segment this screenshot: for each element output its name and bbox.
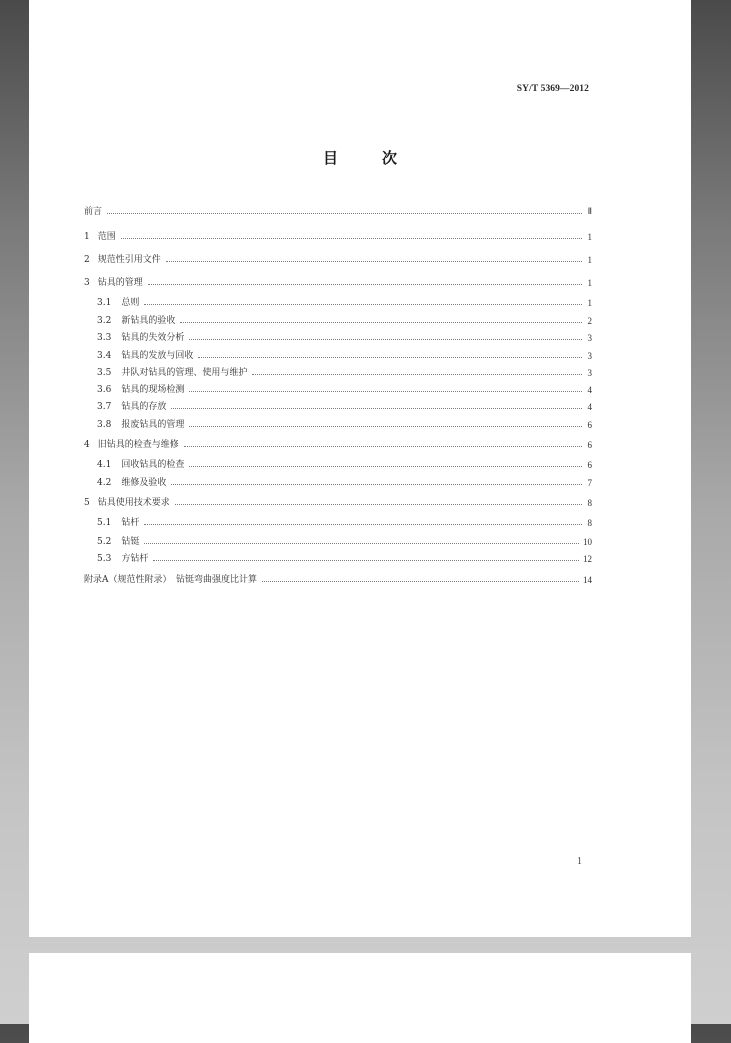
toc-entry	[84, 569, 592, 585]
toc-leader-dots	[189, 466, 582, 467]
toc-entry	[97, 548, 592, 564]
toc-leader-dots	[144, 524, 582, 525]
toc-entry-page: 6	[587, 460, 592, 470]
toc-entry-page: 7	[587, 478, 592, 488]
toc-entry-label: 规范性引用文件	[97, 255, 161, 265]
toc-leader-dots	[175, 504, 582, 505]
toc-leader-dots	[153, 560, 579, 561]
toc-entry-number: 4.1	[97, 460, 112, 470]
toc-entry-page: 6	[587, 420, 592, 430]
toc-leader-dots	[189, 391, 582, 392]
toc-entry	[97, 454, 592, 470]
toc-entry-number: 5	[84, 498, 90, 508]
toc-entry	[84, 249, 592, 265]
toc-entry-label: 钻具的发放与回收	[121, 351, 194, 361]
page-title	[29, 147, 691, 168]
toc-entry-number: 2	[84, 255, 90, 265]
toc-leader-dots	[189, 339, 582, 340]
toc-entry-number: 3	[84, 278, 90, 288]
toc-entry-number: 4	[84, 440, 90, 450]
toc-leader-dots	[171, 408, 582, 409]
toc-entry	[97, 310, 592, 326]
toc-entry-number: 4.2	[97, 478, 112, 488]
toc-entry-page: 4	[587, 385, 592, 395]
toc-entry-label: 报废钻具的管理	[121, 420, 185, 430]
toc-entry-label: 附录A（规范性附录） 钻铤弯曲强度比计算	[84, 575, 258, 585]
toc-leader-dots	[171, 484, 582, 485]
title-char-1: 目	[322, 149, 338, 167]
toc-entry-page: 1	[587, 298, 592, 308]
toc-entry-label: 维修及验收	[121, 478, 167, 488]
toc-entry-label: 钻具使用技术要求	[97, 498, 170, 508]
toc-entry-page: 10	[583, 537, 592, 547]
title-char-2: 次	[382, 149, 398, 167]
toc-entry	[84, 492, 592, 508]
toc-entry-number: 3.8	[97, 420, 112, 430]
toc-entry-label: 井队对钻具的管理、使用与维护	[121, 368, 248, 378]
toc-entry-page: Ⅱ	[587, 206, 592, 216]
toc-entry	[84, 272, 592, 288]
toc-entry	[97, 327, 592, 343]
toc-entry-number: 3.3	[97, 333, 112, 343]
next-page	[29, 953, 691, 1043]
toc-entry-page: 8	[587, 518, 592, 528]
document-page	[29, 0, 691, 937]
toc-leader-dots	[262, 581, 579, 582]
toc-entry-number: 3.6	[97, 385, 112, 395]
toc-entry-page: 6	[587, 440, 592, 450]
toc-leader-dots	[144, 304, 582, 305]
toc-leader-dots	[121, 238, 582, 239]
toc-leader-dots	[107, 213, 582, 214]
toc-entry-page: 3	[587, 333, 592, 343]
toc-entry-page: 1	[587, 232, 592, 242]
toc-entry-label: 总则	[121, 298, 140, 308]
toc-entry-label: 方钻杆	[121, 554, 149, 564]
toc-entry-label: 范围	[97, 232, 116, 242]
toc-leader-dots	[198, 357, 582, 358]
toc-entry-number: 3.7	[97, 402, 112, 412]
page-number: 1	[577, 856, 582, 867]
toc-entry	[97, 472, 592, 488]
toc-entry-number: 5.3	[97, 554, 112, 564]
toc-entry-number: 3.2	[97, 316, 112, 326]
toc-entry-number: 3.5	[97, 368, 112, 378]
toc-entry	[97, 345, 592, 361]
toc-leader-dots	[144, 543, 579, 544]
toc-entry-page: 1	[587, 278, 592, 288]
toc-entry-number: 5.2	[97, 537, 112, 547]
toc-leader-dots	[189, 426, 582, 427]
toc-entry-number: 3.4	[97, 351, 112, 361]
toc-entry-page: 1	[587, 255, 592, 265]
toc-entry-label: 旧钻具的检查与维修	[97, 440, 179, 450]
toc-entry	[84, 434, 592, 450]
toc-entry-page: 14	[583, 575, 592, 585]
toc-entry-page: 2	[587, 316, 592, 326]
toc-entry	[97, 362, 592, 378]
toc-entry	[97, 531, 592, 547]
toc-entry	[97, 512, 592, 528]
toc-entry	[84, 201, 592, 217]
toc-entry-label: 钻具的存放	[121, 402, 167, 412]
toc-entry-page: 4	[587, 402, 592, 412]
toc-leader-dots	[166, 261, 582, 262]
toc-entry-page: 3	[587, 351, 592, 361]
toc-entry-number: 1	[84, 232, 90, 242]
toc-leader-dots	[148, 284, 582, 285]
toc-entry-label: 回收钻具的检查	[121, 460, 185, 470]
toc-entry-label: 钻铤	[121, 537, 140, 547]
toc-entry-label: 钻具的管理	[97, 278, 143, 288]
toc-entry-label: 前言	[84, 207, 103, 217]
toc-entry-label: 钻具的失效分析	[121, 333, 185, 343]
toc-entry-page: 12	[583, 554, 592, 564]
toc-entry	[97, 379, 592, 395]
toc-entry-number: 3.1	[97, 298, 112, 308]
toc-entry-page: 3	[587, 368, 592, 378]
toc-entry-page: 8	[587, 498, 592, 508]
toc-leader-dots	[184, 446, 582, 447]
toc-entry	[97, 292, 592, 308]
standard-code: SY/T 5369—2012	[516, 84, 589, 94]
toc-leader-dots	[180, 322, 582, 323]
toc-entry	[84, 226, 592, 242]
toc-entry-label: 新钻具的验收	[121, 316, 176, 326]
toc-entry	[97, 414, 592, 430]
toc-entry-number: 5.1	[97, 518, 112, 528]
toc-entry	[97, 396, 592, 412]
toc-leader-dots	[252, 374, 582, 375]
toc-entry-label: 钻杆	[121, 518, 140, 528]
toc-entry-label: 钻具的现场检测	[121, 385, 185, 395]
